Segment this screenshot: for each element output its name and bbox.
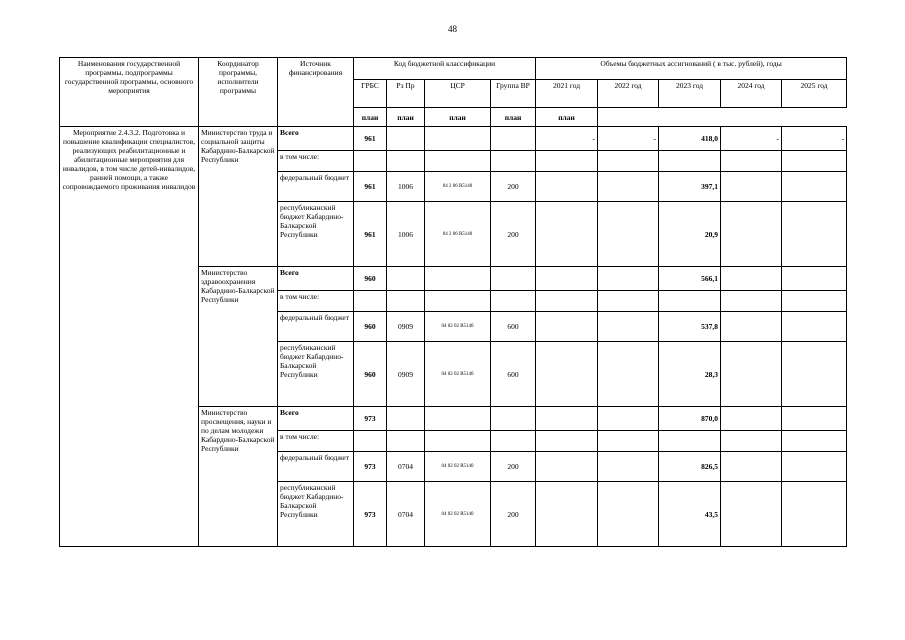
value-2024-cell [721,267,782,291]
vr-cell: 600 [491,312,536,342]
source-cell: Всего [278,407,354,431]
value-2021-cell [536,482,598,547]
grbs-cell: 973 [354,482,387,547]
source-cell: республиканский бюджет Кабардино-Балкарской Республики [278,202,354,267]
header-2025: 2025 год [782,80,847,108]
csr-cell [425,291,491,312]
header-grbs: ГРБС [354,80,387,108]
value-2024-cell [721,431,782,452]
value-2021-cell [536,291,598,312]
header-source: Источник финансирования [278,58,354,127]
rzpr-cell: 0909 [387,342,425,407]
value-2025-cell [782,151,847,172]
header-csr: ЦСР [425,80,491,108]
value-2021-cell [536,172,598,202]
page-number: 48 [448,24,457,34]
vr-cell: 200 [491,452,536,482]
grbs-cell [354,291,387,312]
value-2023-cell: 566,1 [659,267,721,291]
rzpr-cell: 1006 [387,172,425,202]
value-2023-cell: 20,9 [659,202,721,267]
coordinator-cell: Министерство труда и социальной защиты Кабардино-Балкарской Республики [199,127,278,267]
header-coordinator: Координатор программы, исполнители программы [199,58,278,127]
value-2025-cell [782,291,847,312]
header-name: Наименования государственной программы, подпрограммы государственной программы, основного мероприятия [60,58,199,127]
value-2023-cell: 397,1 [659,172,721,202]
value-2023-cell: 826,5 [659,452,721,482]
header-2023: 2023 год [659,80,721,108]
rzpr-cell [387,431,425,452]
value-2024-cell: - [721,127,782,151]
csr-cell: 04 2 06 R5140 [425,202,491,267]
value-2022-cell [598,312,659,342]
table-row [60,127,847,151]
vr-cell: 200 [491,172,536,202]
grbs-cell: 961 [354,202,387,267]
header-rzpr: Рз Пр [387,80,425,108]
csr-cell: 04 02 02 R5140 [425,482,491,547]
source-cell: федеральный бюджет [278,172,354,202]
value-2025-cell [782,267,847,291]
csr-cell [425,127,491,151]
value-2022-cell [598,431,659,452]
grbs-cell: 960 [354,342,387,407]
csr-cell [425,151,491,172]
grbs-cell: 961 [354,127,387,151]
vr-cell [491,127,536,151]
plan-2024: план [491,108,536,127]
rzpr-cell: 1006 [387,202,425,267]
value-2023-cell: 418,0 [659,127,721,151]
coordinator-cell: Министерство просвещения, науки и по делам молодежи Кабардино-Балкарской Республики [199,407,278,547]
vr-cell [491,151,536,172]
vr-cell: 200 [491,482,536,547]
grbs-cell: 960 [354,312,387,342]
value-2021-cell [536,312,598,342]
vr-cell: 200 [491,202,536,267]
value-2023-cell: 28,3 [659,342,721,407]
source-cell: в том числе: [278,431,354,452]
vr-cell: 600 [491,342,536,407]
source-cell: федеральный бюджет [278,312,354,342]
source-cell: в том числе: [278,291,354,312]
source-cell: Всего [278,267,354,291]
csr-cell [425,267,491,291]
budget-table [59,57,847,547]
value-2025-cell [782,312,847,342]
value-2023-cell [659,291,721,312]
source-cell: федеральный бюджет [278,452,354,482]
csr-cell: 04 02 02 R5140 [425,342,491,407]
header-2022: 2022 год [598,80,659,108]
grbs-cell: 961 [354,172,387,202]
value-2024-cell [721,291,782,312]
value-2021-cell: - [536,127,598,151]
source-cell: республиканский бюджет Кабардино-Балкарской Республики [278,342,354,407]
value-2025-cell [782,202,847,267]
vr-cell [491,431,536,452]
rzpr-cell [387,151,425,172]
value-2022-cell: - [598,127,659,151]
value-2021-cell [536,407,598,431]
value-2024-cell [721,202,782,267]
source-cell: республиканский бюджет Кабардино-Балкарской Республики [278,482,354,547]
value-2022-cell [598,482,659,547]
vr-cell [491,291,536,312]
csr-cell [425,431,491,452]
vr-cell [491,267,536,291]
csr-cell: 04 02 02 R5140 [425,312,491,342]
rzpr-cell [387,127,425,151]
value-2024-cell [721,482,782,547]
rzpr-cell: 0704 [387,452,425,482]
value-2022-cell [598,407,659,431]
csr-cell: 04 02 02 R5140 [425,452,491,482]
csr-cell [425,407,491,431]
value-2025-cell [782,172,847,202]
rzpr-cell [387,267,425,291]
value-2023-cell: 870,0 [659,407,721,431]
source-cell: Всего [278,127,354,151]
value-2023-cell [659,431,721,452]
grbs-cell: 973 [354,452,387,482]
grbs-cell: 960 [354,267,387,291]
grbs-cell: 973 [354,407,387,431]
value-2021-cell [536,431,598,452]
value-2025-cell [782,342,847,407]
value-2023-cell: 43,5 [659,482,721,547]
value-2022-cell [598,172,659,202]
value-2022-cell [598,267,659,291]
value-2021-cell [536,202,598,267]
value-2024-cell [721,342,782,407]
value-2023-cell [659,151,721,172]
value-2024-cell [721,452,782,482]
value-2025-cell [782,407,847,431]
value-2021-cell [536,342,598,407]
header-2021: 2021 год [536,80,598,108]
value-2024-cell [721,172,782,202]
rzpr-cell: 0909 [387,312,425,342]
value-2025-cell: - [782,127,847,151]
source-cell: в том числе: [278,151,354,172]
value-2024-cell [721,151,782,172]
csr-cell: 04 2 06 R5140 [425,172,491,202]
value-2022-cell [598,202,659,267]
value-2024-cell [721,312,782,342]
measure-name: Мероприятие 2.4.3.2. Подготовка и повышение квалификации специалистов, реализующих реабилитационные и абилитационные мероприятия для инвалидов, в том числе детей-инвалидов, ранней помощи, а также сопровождаемого проживания инвалидов [60,127,199,547]
value-2022-cell [598,151,659,172]
plan-2021: план [354,108,387,127]
header-volumes: Объемы бюджетных ассигнований ( в тыс. рублей), годы [536,58,847,80]
value-2023-cell: 537,8 [659,312,721,342]
plan-2025: план [536,108,598,127]
rzpr-cell: 0704 [387,482,425,547]
coordinator-cell: Министерство здравоохранения Кабардино-Балкарской Республики [199,267,278,407]
rzpr-cell [387,407,425,431]
value-2024-cell [721,407,782,431]
value-2022-cell [598,452,659,482]
value-2021-cell [536,452,598,482]
value-2022-cell [598,342,659,407]
header-vr: Группа ВР [491,80,536,108]
grbs-cell [354,431,387,452]
header-2024: 2024 год [721,80,782,108]
vr-cell [491,407,536,431]
value-2022-cell [598,291,659,312]
value-2021-cell [536,267,598,291]
header-budget-code: Код бюджетной классификации [354,58,536,80]
value-2025-cell [782,431,847,452]
grbs-cell [354,151,387,172]
rzpr-cell [387,291,425,312]
value-2021-cell [536,151,598,172]
value-2025-cell [782,482,847,547]
plan-2023: план [425,108,491,127]
value-2025-cell [782,452,847,482]
plan-2022: план [387,108,425,127]
